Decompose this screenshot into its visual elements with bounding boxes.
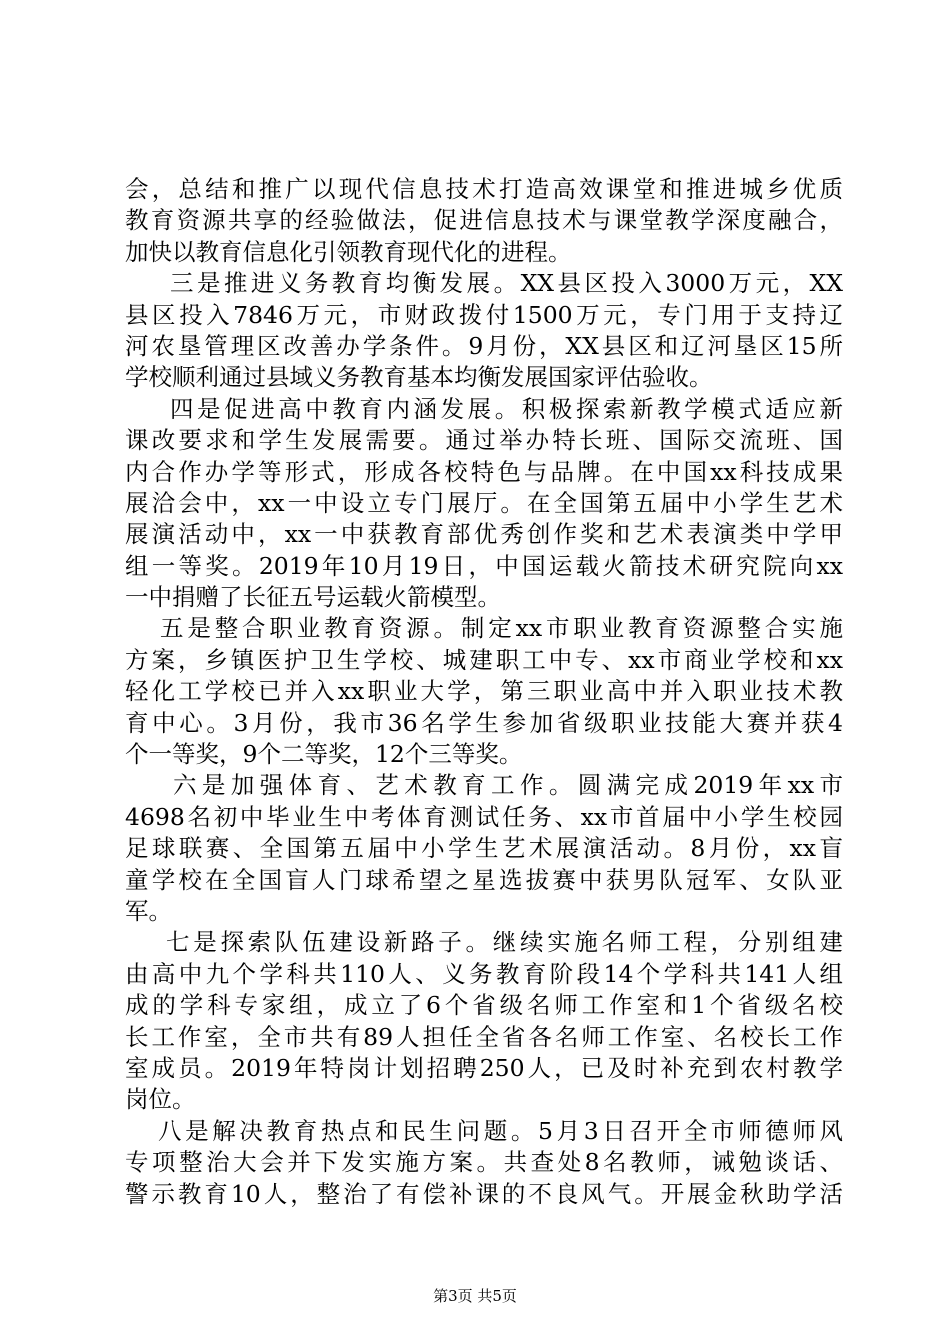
text-line: 成的学科专家组，成立了6个省级名师工作室和1个省级名校 xyxy=(125,991,843,1020)
text-line: 六是加强体育、艺术教育工作。圆满完成2019年xx市 xyxy=(173,771,843,800)
text-line: 专项整治大会并下发实施方案。共查处8名教师，诫勉谈话、 xyxy=(125,1148,843,1177)
text-line: 会，总结和推广以现代信息技术打造高效课堂和推进城乡优质 xyxy=(125,175,843,203)
text-line: 童学校在全国盲人门球希望之星选拔赛中获男队冠军、女队亚 xyxy=(125,865,843,894)
text-line: 方案，乡镇医护卫生学校、城建职工中专、xx市商业学校和xx xyxy=(125,645,843,674)
paragraph-6 xyxy=(125,770,843,927)
text-line: 长工作室，全市共有89人担任全省各名师工作室、名校长工作 xyxy=(125,1022,843,1051)
text-line: 个一等奖，9个二等奖，12个三等奖。 xyxy=(125,740,523,769)
text-line: 轻化工学校已并入xx职业大学，第三职业高中并入职业技术教 xyxy=(125,677,843,706)
text-line: 课改要求和学生发展需要。通过举办特长班、国际交流班、国 xyxy=(125,426,843,455)
text-line: 室成员。2019年特岗计划招聘250人，已及时补充到农村教学 xyxy=(125,1053,843,1082)
text-line: 三是推进义务教育均衡发展。XX县区投入3000万元，XX xyxy=(170,269,843,298)
text-line: 四是促进高中教育内涵发展。积极探索新教学模式适应新 xyxy=(170,394,843,423)
paragraph-7 xyxy=(125,927,843,1115)
text-line: 河农垦管理区改善办学条件。9月份，XX县区和辽河垦区15所 xyxy=(125,331,843,360)
text-line: 军。 xyxy=(125,896,172,925)
paragraph-3 xyxy=(125,268,843,394)
document-body xyxy=(125,174,843,1210)
paragraph-continuation xyxy=(125,174,843,268)
page-number-footer: 第3页 共5页 xyxy=(433,1287,517,1305)
text-line: 八是解决教育热点和民生问题。5月3日召开全市师德师风 xyxy=(158,1116,843,1145)
text-line: 教育资源共享的经验做法，促进信息技术与课堂教学深度融合， xyxy=(125,206,843,235)
text-line: 展洽会中，xx一中设立专门展厅。在全国第五届中小学生艺术 xyxy=(125,488,843,517)
text-line: 警示教育10人，整治了有偿补课的不良风气。开展金秋助学活 xyxy=(125,1179,843,1208)
paragraph-5 xyxy=(125,613,843,770)
text-line: 岗位。 xyxy=(125,1085,196,1114)
text-line: 组一等奖。2019年10月19日，中国运载火箭技术研究院向xx xyxy=(125,551,843,580)
text-line: 一中捐赠了长征五号运载火箭模型。 xyxy=(125,583,501,612)
text-line: 由高中九个学科共110人、义务教育阶段14个学科共141人组 xyxy=(125,959,843,988)
text-line: 足球联赛、全国第五届中小学生艺术展演活动。8月份，xx盲 xyxy=(125,834,843,863)
text-line: 五是整合职业教育资源。制定xx市职业教育资源整合实施 xyxy=(160,614,843,643)
text-line: 学校顺利通过县域义务教育基本均衡发展国家评估验收。 xyxy=(125,363,713,392)
paragraph-8 xyxy=(125,1116,843,1210)
text-line: 育中心。3月份，我市36名学生参加省级职业技能大赛并获4 xyxy=(125,708,843,737)
text-line: 七是探索队伍建设新路子。继续实施名师工程，分别组建 xyxy=(166,928,843,957)
text-line: 县区投入7846万元，市财政拨付1500万元，专门用于支持辽 xyxy=(125,300,843,329)
text-line: 展演活动中，xx一中获教育部优秀创作奖和艺术表演类中学甲 xyxy=(125,520,843,549)
text-line: 加快以教育信息化引领教育现代化的进程。 xyxy=(125,237,572,266)
paragraph-4 xyxy=(125,394,843,614)
text-line: 4698名初中毕业生中考体育测试任务、xx市首届中小学生校园 xyxy=(125,802,843,831)
text-line: 内合作办学等形式，形成各校特色与品牌。在中国xx科技成果 xyxy=(125,457,843,486)
